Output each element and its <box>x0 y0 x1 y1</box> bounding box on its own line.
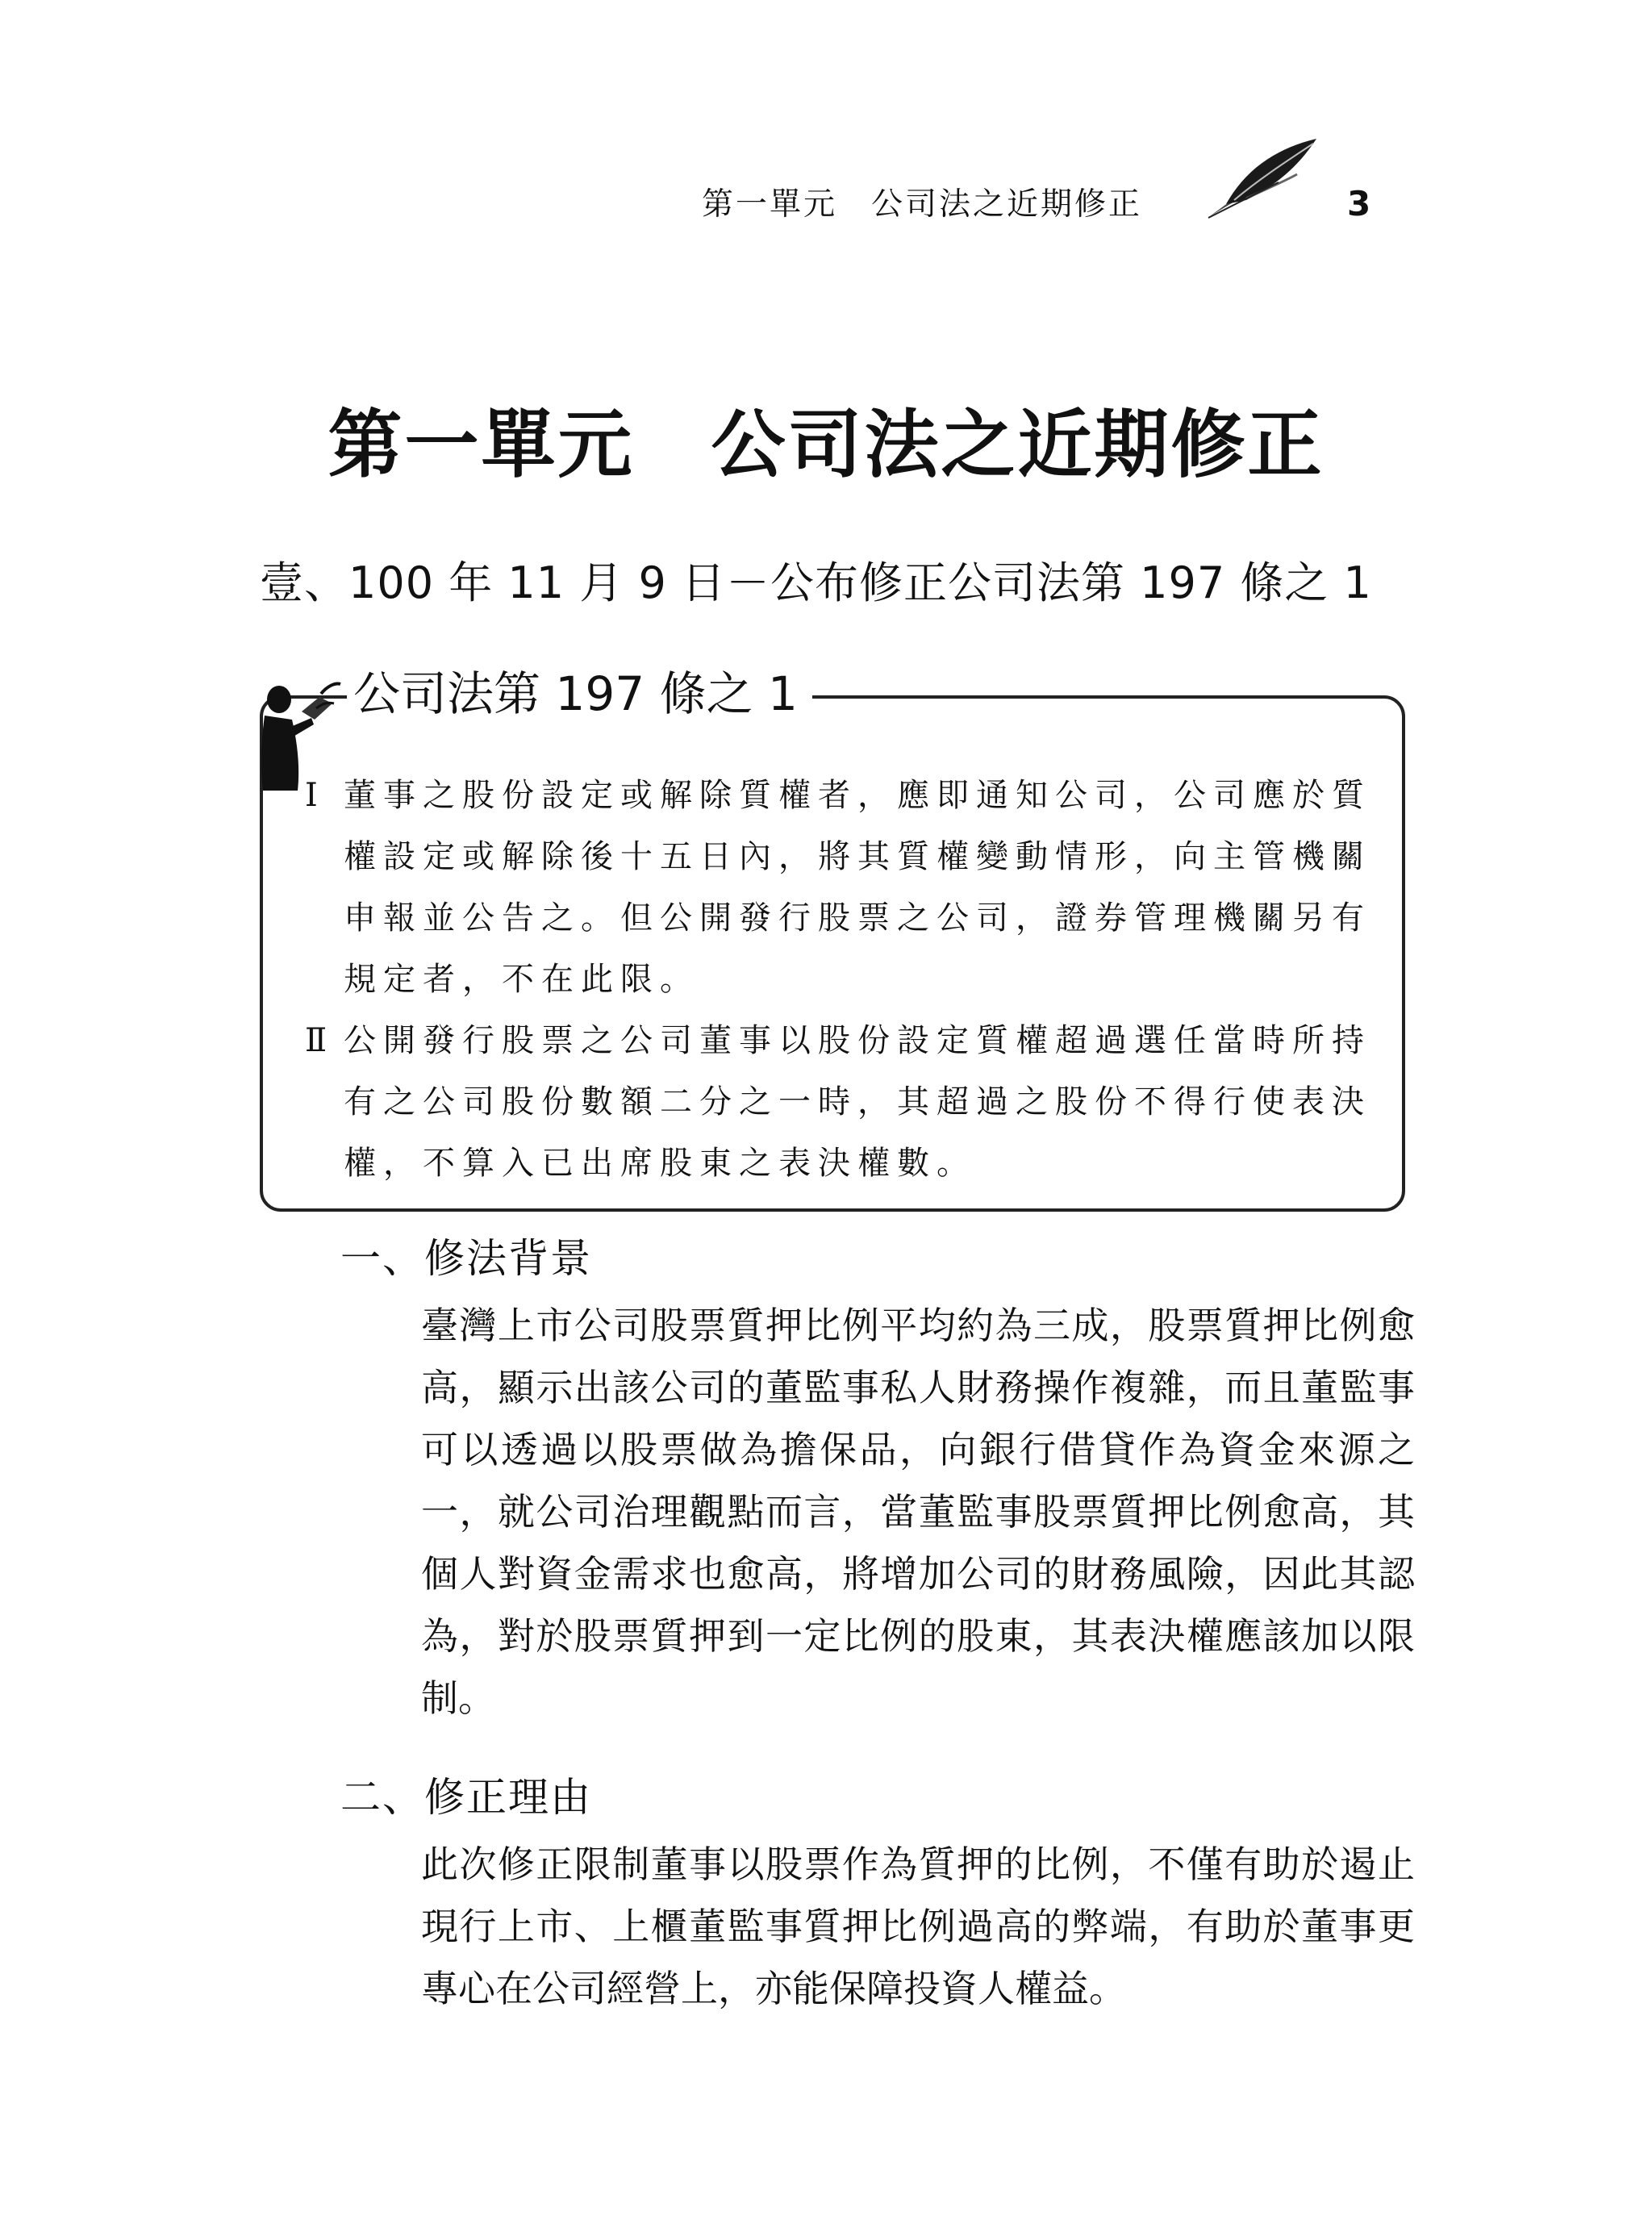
section-heading: 壹、100 年 11 月 9 日－公布修正公司法第 197 條之 1 <box>260 557 1372 608</box>
article-box-title: 公司法第 197 條之 1 <box>347 662 812 726</box>
paragraph-number: Ⅱ <box>305 1022 327 1059</box>
paragraph-number: Ⅰ <box>305 777 318 814</box>
feather-quill-icon <box>1202 136 1323 224</box>
subsection-body: 臺灣上市公司股票質押比例平均約為三成，股票質押比例愈高，顯示出該公司的董監事私人財務操作複雜，而且董監事可以透過以股票做為擔保品，向銀行借貸作為資金來源之一，就公司治理觀點而言，當董監事股票質押比例愈高，其個人對資金需求也愈高，將增加公司的財務風險，因此其認為，對於股票質押到一定比例的股東，其表決權應該加以限制。 <box>421 1304 1415 1720</box>
chapter-title: 第一單元 公司法之近期修正 <box>327 401 1325 488</box>
paragraph-text: 董事之股份設定或解除質權者，應即通知公司，公司應於質權設定或解除後十五日內，將其質權變動情形，向主管機關申報並公告之。但公開發行股票之公司，證券管理機關另有規定者，不在此限。 <box>344 777 1371 998</box>
page-number: 3 <box>1347 184 1371 223</box>
article-paragraph <box>305 765 1378 1010</box>
subsection-body: 此次修正限制董事以股票作為質押的比例，不僅有助於遏止現行上市、上櫃董監事質押比例過高的弊端，有助於董事更專心在公司經營上，亦能保障投資人權益。 <box>421 1843 1415 2010</box>
article-paragraph <box>305 1010 1378 1194</box>
subsection-heading: 一、修法背景 <box>340 1235 592 1282</box>
subsection-heading: 二、修正理由 <box>340 1774 592 1821</box>
paragraph-text: 公開發行股票之公司董事以股份設定質權超過選任當時所持有之公司股份數額二分之一時，其超過之股份不得行使表決權，不算入已出席股東之表決權數。 <box>344 1022 1371 1182</box>
running-header: 第一單元 公司法之近期修正 <box>702 186 1143 223</box>
